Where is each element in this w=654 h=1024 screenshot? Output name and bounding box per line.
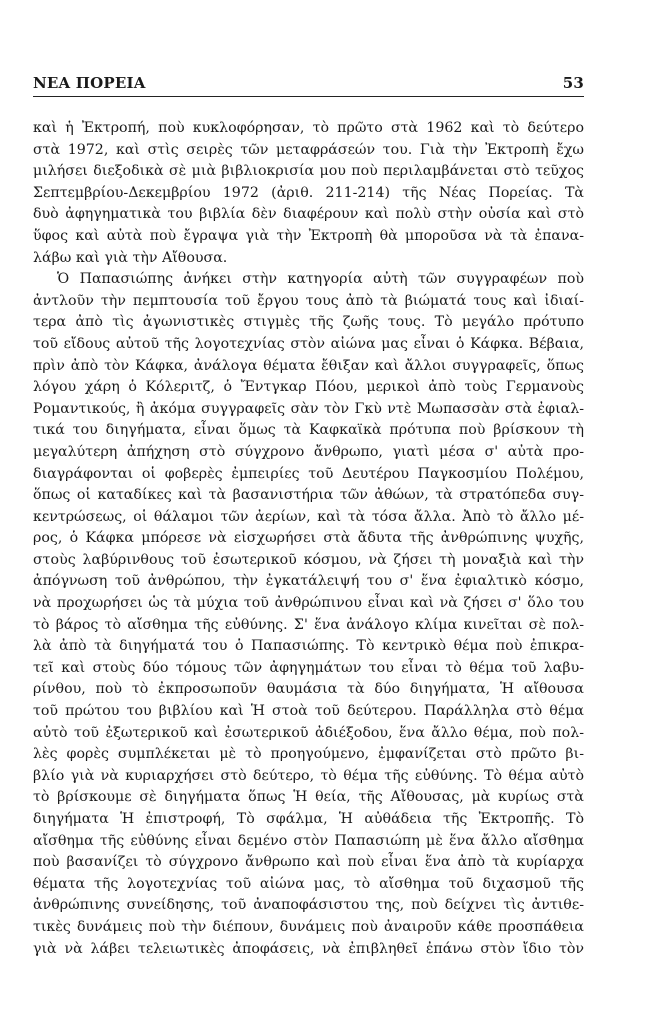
text-line: λόγου χάρη ὁ Κόλεριτζ, ὁ Ἔντγκαρ Πόου, μερικοὶ ἀπὸ τοὺς Γερμανοὺς: [33, 379, 584, 396]
text-line: Σεπτεμβρίου-Δεκεμβρίου 1972 (ἀριθ. 211-214) τῆς Νέας Πορείας. Τὰ: [33, 184, 584, 201]
text-line: γιὰ νὰ λάβει τελειωτικὲς ἀποφάσεις, νὰ ἐπιβληθεῖ ἐπάνω στὸν ἴδιο τὸν: [33, 940, 584, 957]
text-line: μιλήσει διεξοδικὰ σὲ μιὰ βιβλιοκρισία μου ποὺ περιλαμβάνεται στὸ τεῦχος: [33, 163, 584, 180]
text-line: ὕφος καὶ αὐτὰ ποὺ ἔγραψα γιὰ τὴν Ἐκτροπὴ θὰ μποροῦσα νὰ τὰ ἐπανα-: [33, 227, 584, 244]
paragraph: [33, 269, 584, 960]
text-line: ρος, ὁ Κάφκα μπόρεσε νὰ εἰσχωρήσει στὰ ἄδυτα τῆς ἀνθρώπινης ψυχῆς,: [33, 530, 584, 547]
text-line: ἀνθρώπινης συνείδησης, τοῦ ἀναποφάσιστου της, ποὺ δείχνει τὶς ἀντιθε-: [33, 897, 584, 914]
text-line: δυὸ ἀφηγηματικὰ του βιβλία δὲν διαφέρουν καὶ πολὺ στὴν οὐσία καὶ στὸ: [33, 206, 584, 223]
paragraph: [33, 118, 584, 269]
journal-title: ΝΕΑ ΠΟΡΕΙΑ: [33, 74, 146, 92]
text-line: Ρομαντικούς, ἢ ἀκόμα συγγραφεῖς σὰν τὸν Γκὺ ντὲ Μωπασσὰν στὰ ἐφιαλ-: [33, 400, 584, 417]
body-text: [33, 118, 584, 960]
text-line: ἀπόγνωση τοῦ ἀνθρώπου, τὴν ἐγκατάλειψή του σ' ἕνα ἐφιαλτικὸ κόσμο,: [33, 573, 584, 590]
text-line: τοῦ εἴδους αὐτοῦ τῆς λογοτεχνίας στὸν αἰώνα μας εἶναι ὁ Κάφκα. Βέβαια,: [33, 335, 584, 352]
text-line: τεῖ καὶ στοὺς δύο τόμους τῶν ἀφηγημάτων του εἶναι τὸ θέμα τοῦ λαβυ-: [33, 659, 584, 676]
text-line: καὶ ἡ Ἐκτροπή, ποὺ κυκλοφόρησαν, τὸ πρῶτο στὰ 1962 καὶ τὸ δεύτερο: [33, 120, 584, 136]
text-line: νὰ προχωρήσει ὡς τὰ μύχια τοῦ ἀνθρώπινου εἶναι καὶ νὰ ζήσει σ' ὅλο του: [33, 595, 584, 612]
text-line: πρὶν ἀπὸ τὸν Κάφκα, ἀνάλογα θέματα ἔθιξαν καὶ ἄλλοι συγγραφεῖς, ὅπως: [33, 357, 584, 374]
text-line: τικὲς δυνάμεις ποὺ τὴν διέπουν, δυνάμεις ποὺ ἀναιροῦν κάθε προσπάθεια: [33, 918, 584, 935]
text-line: αἴσθημα τῆς εὐθύνης εἶναι δεμένο στὸν Παπασιώπη μὲ ἕνα ἄλλο αἴσθημα: [33, 832, 584, 849]
header-rule: [33, 96, 584, 97]
text-line: λὰ ἀπὸ τὰ διηγήματά του ὁ Παπασιώπης. Τὸ κεντρικὸ θέμα ποὺ ἐπικρα-: [33, 638, 584, 655]
text-line: θέματα τῆς λογοτεχνίας τοῦ αἰώνα μας, τὸ αἴσθημα τοῦ διχασμοῦ τῆς: [33, 875, 584, 892]
text-line: ἀντλοῦν τὴν πεμπτουσία τοῦ ἔργου τους ἀπὸ τὰ βιώματά τους καὶ ἰδιαί-: [33, 292, 584, 309]
page-number: 53: [562, 74, 584, 92]
text-line: τοῦ πρώτου του βιβλίου καὶ Ἡ στοὰ τοῦ δεύτερου. Παράλληλα στὸ θέμα: [33, 703, 584, 720]
text-line: αὐτὸ τοῦ ἐξωτερικοῦ καὶ ἐσωτερικοῦ ἀδιέξοδου, ἕνα ἄλλο θέμα, ποὺ πολ-: [33, 724, 584, 741]
text-line: τικά του διηγήματα, εἶναι ὅμως τὰ Καφκαϊκὰ πρότυπα ποὺ βρίσκουν τὴ: [33, 422, 584, 439]
text-line: διηγήματα Ἡ ἐπιστροφή, Τὸ σφάλμα, Ἡ αὐθάδεια τῆς Ἐκτροπῆς. Τὸ: [33, 811, 584, 827]
text-line: Ὁ Παπασιώπης ἀνήκει στὴν κατηγορία αὐτὴ τῶν συγγραφέων ποὺ: [57, 271, 584, 288]
text-line: στὰ 1972, καὶ στὶς σειρὲς τῶν μεταφράσεών του. Γιὰ τὴν Ἐκτροπὴ ἔχω: [33, 141, 584, 158]
text-line: στοὺς λαβύρινθους τοῦ ἐσωτερικοῦ κόσμου, νὰ ζήσει τὴ μοναξιὰ καὶ τὴν: [33, 551, 584, 568]
text-line: ποὺ βασανίζει τὸ σύγχρονο ἄνθρωπο καὶ ποὺ εἶναι ἕνα ἀπὸ τὰ κυρίαρχα: [33, 854, 584, 871]
text-line: διαγράφονται οἱ φοβερὲς ἐμπειρίες τοῦ Δευτέρου Παγκοσμίου Πολέμου,: [33, 465, 584, 482]
text-line: τὸ βάρος τὸ αἴσθημα τῆς εὐθύνης. Σ' ἕνα ἀνάλογο κλίμα κινεῖται σὲ πολ-: [33, 616, 584, 633]
text-line: ὅπως οἱ καταδίκες καὶ τὰ βασανιστήρια τῶν ἀθώων, τὰ στρατόπεδα συγ-: [33, 487, 584, 504]
text-line: κεντρώσεως, οἱ θάλαμοι τῶν ἀερίων, καὶ τὰ τόσα ἄλλα. Ἀπὸ τὸ ἄλλο μέ-: [33, 508, 584, 525]
text-line: τὸ βρίσκουμε σὲ διηγήματα ὅπως Ἡ θεία, τῆς Αἴθουσας, μὰ κυρίως στὰ: [33, 789, 584, 806]
text-line: λὲς φορὲς συμπλέκεται μὲ τὸ προηγούμενο, ἐμφανίζεται στὸ πρῶτο βι-: [33, 746, 584, 763]
text-line: βλίο γιὰ νὰ κυριαρχήσει στὸ δεύτερο, τὸ θέμα τῆς εὐθύνης. Τὸ θέμα αὐτὸ: [33, 767, 584, 784]
running-head: [33, 70, 584, 92]
text-line: μεγαλύτερη ἀπήχηση στὸ σύγχρονο ἄνθρωπο, γιατὶ μέσα σ' αὐτὰ προ-: [33, 443, 584, 460]
text-line: ρίνθου, ποὺ τὸ ἐκπροσωποῦν θαυμάσια τὰ δύο διηγήματα, Ἡ αἴθουσα: [33, 681, 584, 698]
text-line: λάβω καὶ γιὰ τὴν Αἴθουσα.: [33, 249, 228, 266]
text-line: τερα ἀπὸ τὶς ἀγωνιστικὲς στιγμὲς τῆς ζωῆς τους. Τὸ μεγάλο πρότυπο: [33, 314, 584, 331]
